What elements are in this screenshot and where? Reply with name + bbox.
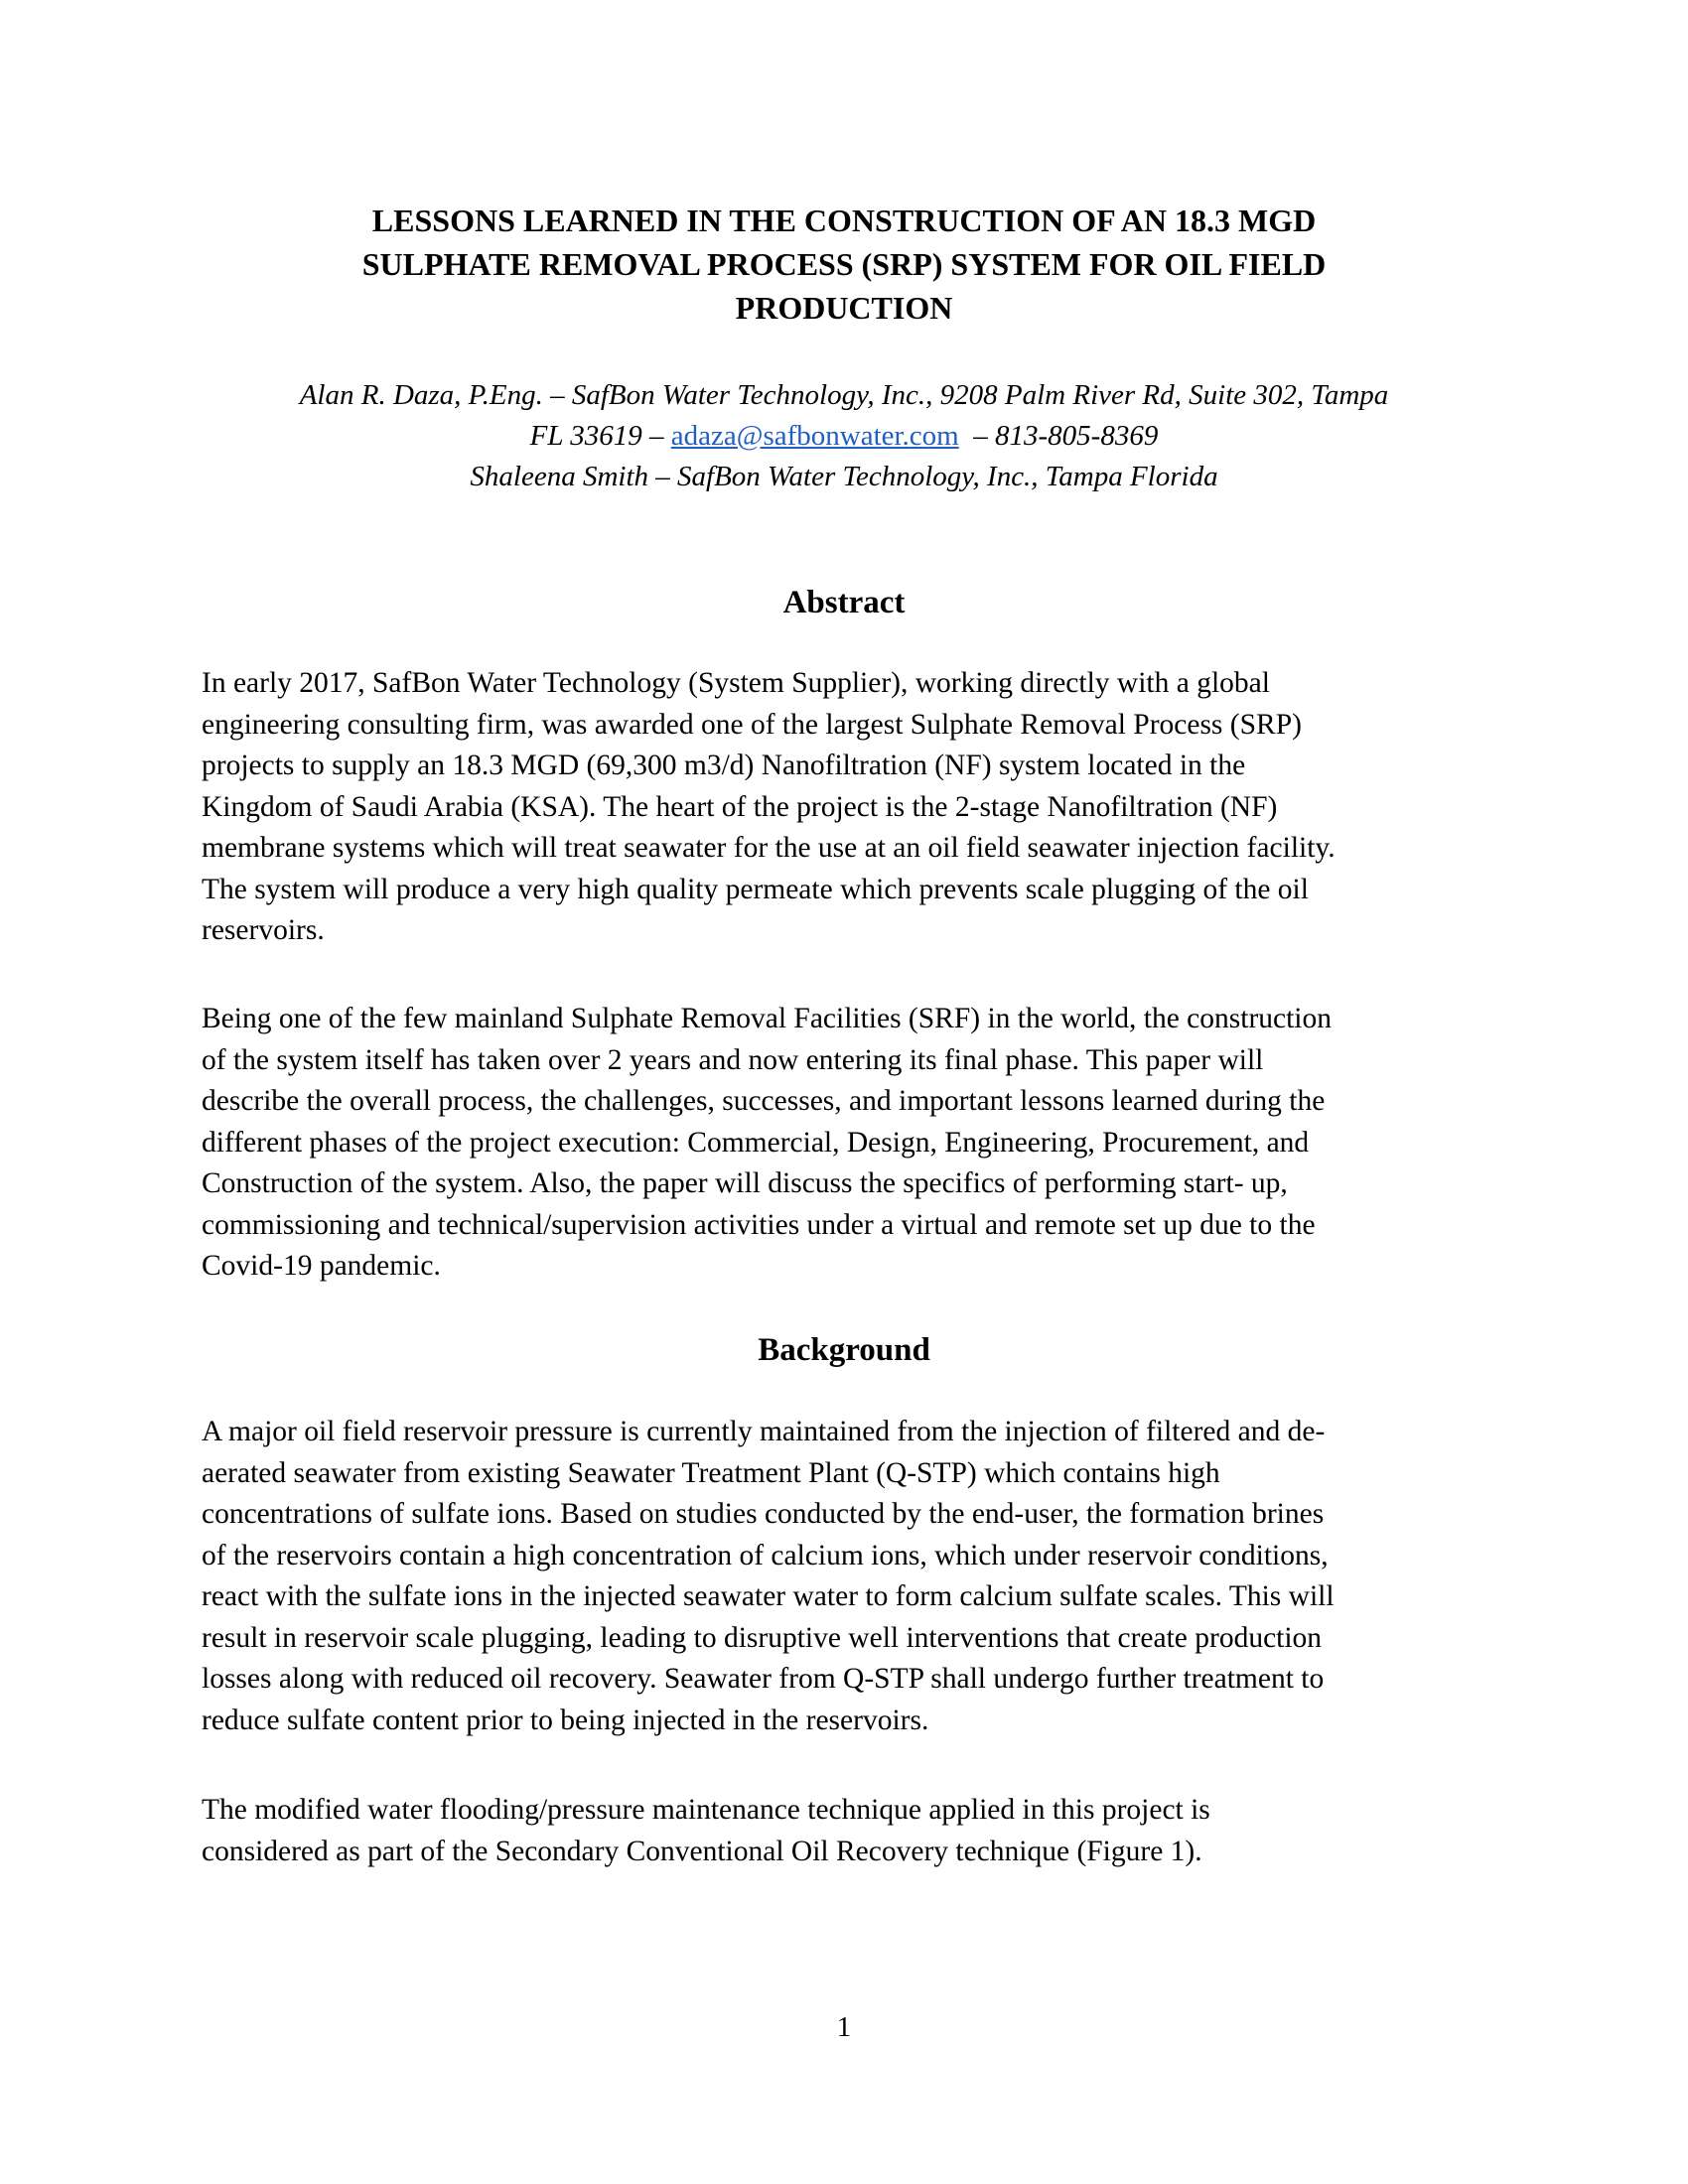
text-line: A major oil field reservoir pressure is currently maintained from the injection of filtered and de- <box>202 1416 1326 1447</box>
text-line: Construction of the system. Also, the paper will discuss the specifics of performing start- up, <box>202 1167 1288 1199</box>
text-line: losses along with reduced oil recovery. Seawater from Q-STP shall undergo further treatment to <box>202 1663 1325 1695</box>
background-heading: Background <box>758 1332 930 1368</box>
abstract-heading: Abstract <box>782 585 906 620</box>
text-line: different phases of the project execution: Commercial, Design, Engineering, Procurement, and <box>202 1126 1310 1159</box>
author-line-3: Shaleena Smith – SafBon Water Technology, Inc., Tampa Florida <box>470 461 1218 492</box>
paper-title <box>199 199 1489 330</box>
text-line: projects to supply an 18.3 MGD (69,300 m3/d) Nanofiltration (NF) system located in the <box>202 750 1246 781</box>
text-line: considered as part of the Secondary Conventional Oil Recovery technique (Figure 1). <box>202 1835 1202 1867</box>
author-phone: – 813-805-8369 <box>958 420 1159 452</box>
text-line: aerated seawater from existing Seawater Treatment Plant (Q-STP) which contains high <box>202 1456 1220 1489</box>
title-line: PRODUCTION <box>735 290 953 326</box>
author-block <box>149 375 1539 497</box>
author-address-end: FL 33619 – <box>529 420 671 452</box>
text-line: Being one of the few mainland Sulphate Removal Facilities (SRF) in the world, the construction <box>202 1003 1332 1034</box>
text-line: The modified water flooding/pressure maintenance technique applied in this project is <box>202 1794 1210 1826</box>
background-paragraph-1 <box>202 1412 1512 1741</box>
text-line: reduce sulfate content prior to being injected in the reservoirs. <box>202 1704 929 1736</box>
abstract-paragraph-1 <box>202 663 1512 952</box>
text-line: Kingdom of Saudi Arabia (KSA). The heart of the project is the 2-stage Nanofiltration (NF) <box>202 790 1278 823</box>
author-line-2 <box>149 416 1539 457</box>
text-line: describe the overall process, the challenges, successes, and important lessons learned during the <box>202 1085 1326 1117</box>
text-line: reservoirs. <box>202 914 325 946</box>
text-line: concentrations of sulfate ions. Based on studies conducted by the end-user, the formation brines <box>202 1498 1325 1530</box>
text-line: of the reservoirs contain a high concentration of calcium ions, which under reservoir conditions, <box>202 1539 1329 1571</box>
text-line: The system will produce a very high quality permeate which prevents scale plugging of the oil <box>202 873 1309 905</box>
text-line: commissioning and technical/supervision activities under a virtual and remote set up due to the <box>202 1208 1316 1241</box>
author-email-link[interactable]: adaza@safbonwater.com <box>670 420 959 452</box>
author-line-1: Alan R. Daza, P.Eng. – SafBon Water Technology, Inc., 9208 Palm River Rd, Suite 302, Tampa <box>299 379 1389 411</box>
text-line: result in reservoir scale plugging, leading to disruptive well interventions that create production <box>202 1621 1323 1654</box>
page-number: 1 <box>836 2011 852 2043</box>
title-line: SULPHATE REMOVAL PROCESS (SRP) SYSTEM FOR OIL FIELD <box>361 246 1327 282</box>
text-line: Covid-19 pandemic. <box>202 1250 441 1282</box>
text-line: react with the sulfate ions in the injected seawater water to form calcium sulfate scales. This will <box>202 1580 1335 1612</box>
text-line: of the system itself has taken over 2 years and now entering its final phase. This paper will <box>202 1043 1264 1076</box>
background-paragraph-2 <box>202 1790 1512 1872</box>
text-line: In early 2017, SafBon Water Technology (System Supplier), working directly with a global <box>202 667 1270 699</box>
abstract-paragraph-2 <box>202 999 1512 1288</box>
title-line: LESSONS LEARNED IN THE CONSTRUCTION OF AN 18.3 MGD <box>371 203 1317 238</box>
text-line: engineering consulting firm, was awarded one of the largest Sulphate Removal Process (SRP) <box>202 708 1302 741</box>
text-line: membrane systems which will treat seawater for the use at an oil field seawater injection facility. <box>202 832 1336 864</box>
